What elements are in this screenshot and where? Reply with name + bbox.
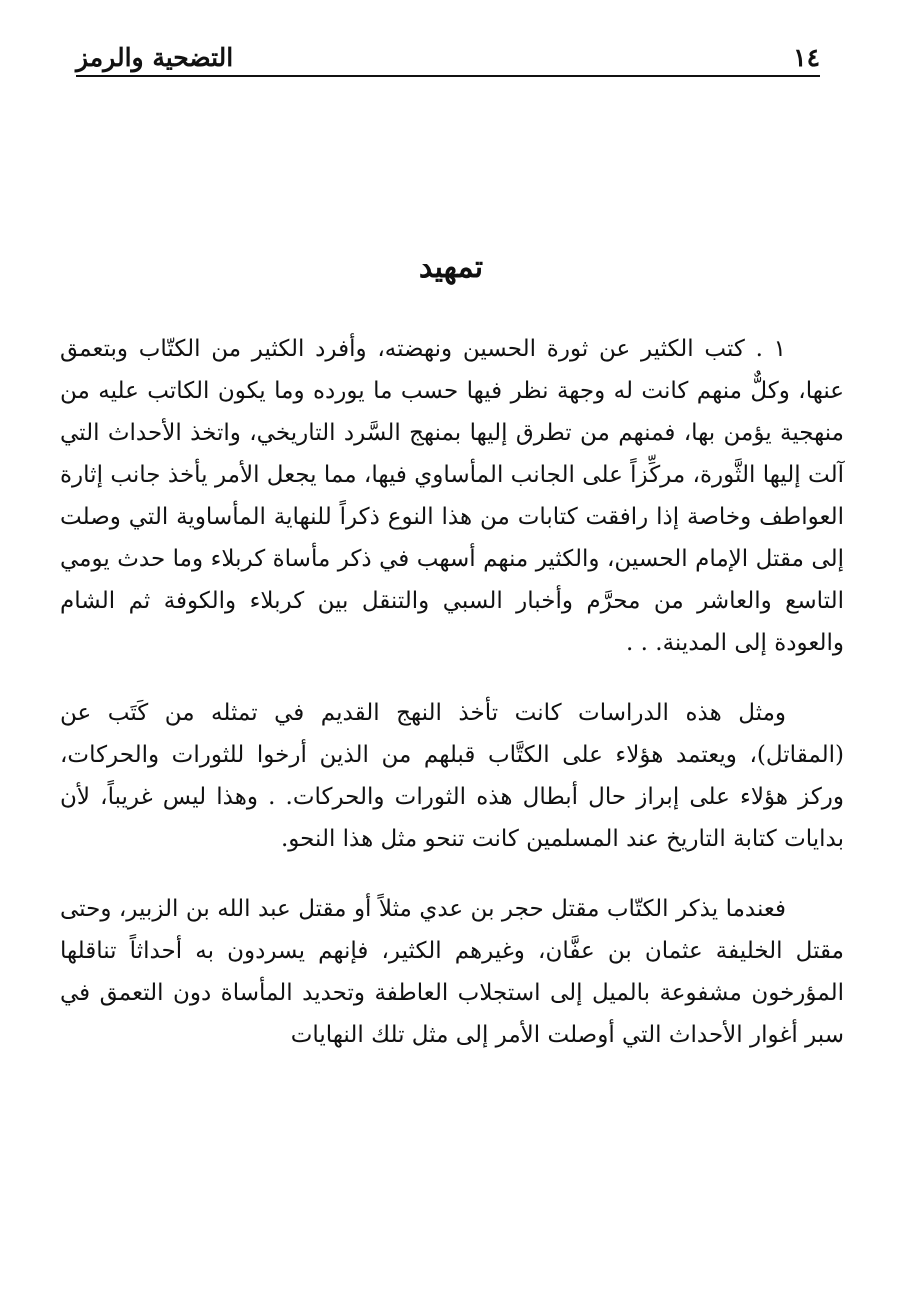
body-text — [60, 328, 844, 1056]
section-title: تمهيد — [418, 250, 484, 285]
page-number: ١٤ — [793, 43, 820, 72]
running-title: التضحية والرمز — [76, 43, 234, 72]
paragraph: فعندما يذكر الكتّاب مقتل حجر بن عدي مثلاً أو مقتل عبد الله بن الزبير، وحتى مقتل الخليفة عثمان بن عفَّان، وغيرهم الكثير، فإنهم يسردون به أحداثاً تناقلها المؤرخون مشفوعة بالميل إلى استجلاب العاطفة وتحديد المأساة دون التعمق في سبر أغوار الأحداث التي أوصلت الأمر إلى مثل تلك النهايات — [60, 896, 845, 1048]
page-header — [76, 26, 820, 72]
paragraph: ومثل هذه الدراسات كانت تأخذ النهج القديم في تمثله من كَتَب عن (المقاتل)، ويعتمد هؤلاء على الكتَّاب قبلهم من الذين أرخوا للثورات والحركات، وركز هؤلاء على إبراز حال أبطال هذه الثورات والحركات. . وهذا ليس غريباً، لأن بدايات كتابة التاريخ عند المسلمين كانت تنحو مثل هذا النحو. — [60, 700, 844, 852]
paragraph: ١ . كتب الكثير عن ثورة الحسين ونهضته، وأفرد الكثير من الكتّاب وبتعمق عنها، وكلٌّ منهم كانت له وجهة نظر فيها حسب ما يورده وما يكون الكاتب عليه من منهجية يؤمن بها، فمنهم من تطرق إليها بمنهج السَّرد التاريخي، واتخذ الأحداث التي آلت إليها الثَّورة، مركِّزاً على الجانب المأساوي فيها، مما يجعل الأمر يأخذ جانب إثارة العواطف وخاصة إذا رافقت كتابات من هذا النوع ذكراً للنهاية المأساوية التي وصلت إلى مقتل الإمام الحسين، والكثير منهم أسهب في ذكر مأساة كربلاء وما حدث يومي التاسع والعاشر من محرَّم وأخبار السبي والتنقل بين كربلاء والكوفة ثم الشام والعودة إلى المدينة. . . — [60, 336, 844, 656]
header-divider — [76, 75, 820, 77]
